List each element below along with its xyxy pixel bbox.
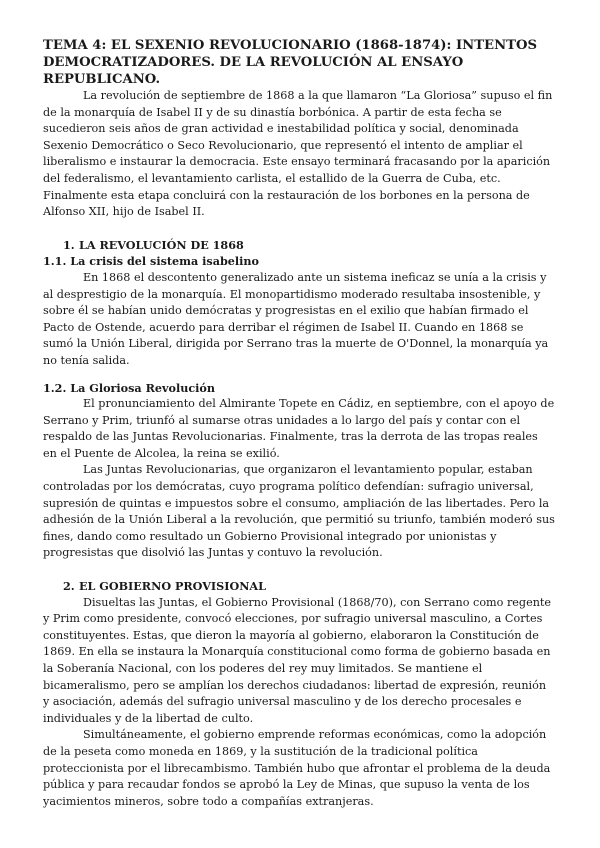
section-1-heading (43, 237, 555, 254)
section-2-title: EL GOBIERNO PROVISIONAL (79, 579, 266, 594)
document-page (43, 37, 555, 810)
subsection-1-2-heading: 1.2. La Gloriosa Revolución (43, 380, 215, 395)
section-1-number: 1. (63, 237, 75, 252)
title-line-2: DEMOCRATIZADORES. DE LA REVOLUCIÓN AL ENSAYO REPUBLICANO. (43, 55, 464, 87)
section-2-paragraph-2: Simultáneamente, el gobierno emprende reformas económicas, como la adopción de la peseta como moneda en 1869, y la sustitución de la tradicional política proteccionista por el librecambismo. También hubo que afrontar el problema de la deuda pública y para recaudar fondos se aprobó la Ley de Minas, que supuso la venta de los yacimientos mineros, sobre todo a compañías extranjeras. (43, 728, 551, 808)
section-1-title: LA REVOLUCIÓN DE 1868 (79, 237, 244, 252)
section-2-heading (43, 578, 555, 595)
intro-paragraph: La revolución de septiembre de 1868 a la que llamaron “La Gloriosa” supuso el fin de la monarquía de Isabel II y de su dinastía borbónica. A partir de esta fecha se sucedieron seis años de gran actividad e inestabilidad política y social, denominada Sexenio Democrático o Seco Revolucionario, que representó el intento de ampliar el liberalismo e instaurar la democracia. Este ensayo terminará fracasando por la aparición del federalismo, el levantamiento carlista, el estallido de la Guerra de Cuba, etc. Finalmente esta etapa concluirá con la restauración de los borbones en la persona de Alfonso XII, hijo de Isabel II. (43, 89, 553, 219)
subsection-1-1-heading: 1.1. La crisis del sistema isabelino (43, 254, 259, 269)
subsection-1-2-paragraph-2: Las Juntas Revolucionarias, que organizaron el levantamiento popular, estaban controladas por los demócratas, cuyo programa político defendían: sufragio universal, supresión de quintas e impuestos sobre el consumo, ampliación de las libertades. Pero la adhesión de la Unión Liberal a la revolución, que permitió su triunfo, también moderó sus fines, dando como resultado un Gobierno Provisional integrado por unionistas y progresistas que disolvió las Juntas y contuvo la revolución. (43, 463, 555, 560)
document-title (43, 37, 555, 88)
section-2-paragraph-1: Disueltas las Juntas, el Gobierno Provisional (1868/70), con Serrano como regente y Prim como presidente, convocó elecciones, por sufragio universal masculino, a Cortes constituyentes. Estas, que dieron la mayoría al gobierno, elaboraron la Constitución de 1869. En ella se instaura la Monarquía constitucional como forma de gobierno basada en la Soberanía Nacional, con los poderes del rey muy limitados. Se mantiene el bicameralismo, pero se amplían los derechos ciudadanos: libertad de expresión, reunión y asociación, además del sufragio universal masculino y de los derecho procesales e individuales y de la libertad de culto. (43, 595, 552, 725)
title-line-1: TEMA 4: EL SEXENIO REVOLUCIONARIO (1868-1874): INTENTOS (43, 38, 537, 53)
subsection-1-2-paragraph-1: El pronunciamiento del Almirante Topete en Cádiz, en septiembre, con el apoyo de Serrano y Prim, triunfó al sumarse otras unidades a lo largo del país y contar con el respaldo de las Juntas Revolucionarias. Finalmente, tras la derrota de las tropas reales en el Puente de Alcolea, la reina se exilió. (43, 397, 555, 460)
subsection-1-1-paragraph: En 1868 el descontento generalizado ante un sistema ineficaz se unía a la crisis y al desprestigio de la monarquía. El monopartidismo moderado resultaba insostenible, y sobre él se habían unido demócratas y progresistas en el exilio que habían firmado el Pacto de Ostende, acuerdo para derribar el régimen de Isabel II. Cuando en 1868 se sumó la Unión Liberal, dirigida por Serrano tras la muerte de O'Donnel, la monarquía ya no tenía salida. (43, 270, 549, 367)
section-2-number: 2. (63, 579, 75, 594)
